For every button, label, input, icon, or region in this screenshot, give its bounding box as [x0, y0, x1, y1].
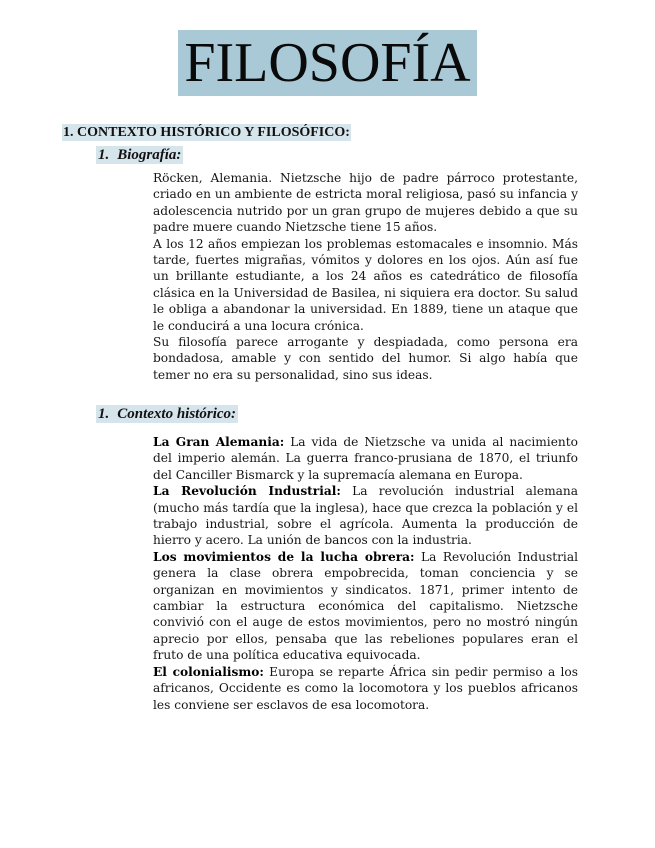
- title-wrapper: [0, 30, 655, 96]
- contexto-item: [153, 483, 578, 549]
- biografia-paragraph: Su filosofía parece arrogante y despiadada, como persona era bondadosa, amable y con sentido del humor. Si algo había que temer no era su personalidad, sino sus ideas.: [153, 335, 578, 382]
- biografia-body: [153, 170, 578, 383]
- contexto-item-term: La Gran Alemania:: [153, 435, 285, 449]
- contexto-item: [153, 664, 578, 713]
- contexto-item-term: El colonialismo:: [153, 664, 264, 679]
- biografia-paragraph: A los 12 años empiezan los problemas estomacales e insomnio. Más tarde, fuertes migrañas, vómitos y dolores en los ojos. Aún así fue un brillante estudiante, a los 24 años es catedrático de filosofía clásica en la Universidad de Basilea, ni siquiera era doctor. Su salud le obliga a abandonar la universidad. En 1889, tiene un ataque que le conducirá a una locura crónica.: [153, 236, 578, 333]
- contexto-item: [153, 549, 578, 664]
- biografia-paragraph: Röcken, Alemania. Nietzsche hijo de padre párroco protestante, criado en un ambiente de estricta moral religiosa, pasó su infancia y adolescencia nutrido por un gran grupo de mujeres debido a que su padre muere cuando Nietzsche tiene 15 años.: [153, 171, 578, 235]
- contexto-item-term: La Revolución Industrial:: [153, 484, 341, 499]
- contexto-item-text: La Revolución Industrial genera la clase obrera empobrecida, toman conciencia y se organizan en movimientos y sindicatos. 1871, primer intento de cambiar la estructura económica del capitalismo. Nietzsche convivió con el auge de estos movimientos, pero no mostró ningún aprecio por ellos, pensaba que las rebeliones populares eran el fruto de una política educativa equivocada.: [153, 549, 578, 663]
- contexto-item-text: La vida de Nietzsche va unida al nacimiento del imperio alemán. La guerra franco-prusiana de 1870, el triunfo del Canciller Bismarck y la supremacía alemana en Europa.: [153, 435, 578, 482]
- contexto-number: 1.: [98, 406, 110, 422]
- contexto-item: [153, 434, 578, 483]
- section-heading: 1. CONTEXTO HISTÓRICO Y FILOSÓFICO:: [63, 125, 350, 140]
- page-title: FILOSOFÍA: [178, 30, 476, 96]
- biografia-number: 1.: [98, 147, 110, 163]
- contexto-body: [153, 434, 578, 713]
- contexto-heading: [96, 405, 238, 423]
- contexto-heading-text: Contexto histórico:: [117, 406, 237, 422]
- contexto-item-term: Los movimientos de la lucha obrera:: [153, 549, 415, 564]
- biografia-heading: [96, 146, 183, 164]
- contexto-item-text: La revolución industrial alemana (mucho más tardía que la inglesa), hace que crezca la población y el trabajo industrial, sobre el agrícola. Aumenta la producción de hierro y acero. La unión de bancos con la industria.: [153, 484, 579, 548]
- biografia-heading-text: Biografía:: [117, 147, 182, 163]
- contexto-item-text: Europa se reparte África sin pedir permiso a los africanos, Occidente es como la locomotora y los pueblos africanos les conviene ser esclavos de esa locomotora.: [153, 664, 578, 712]
